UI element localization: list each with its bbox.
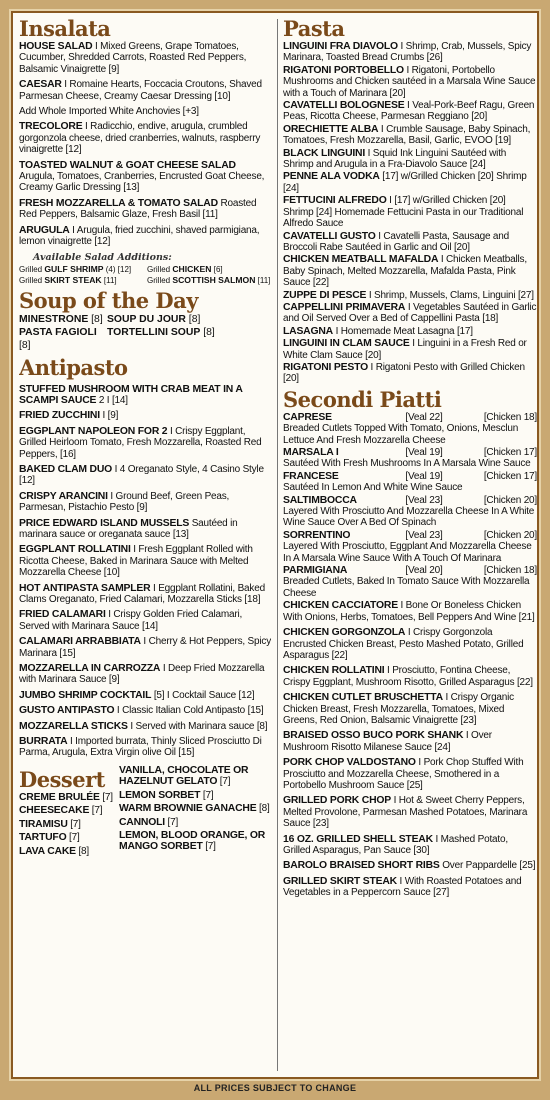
menu-item [283,730,537,753]
secondi-priced-item [283,565,537,599]
dessert-price: [7] [202,841,216,853]
secondi-name: CAPRESE [283,411,332,423]
dessert-price: [7] [99,791,113,803]
secondi-priced-item [283,495,537,529]
item-name: CRISPY ARANCINI [19,490,108,502]
item-description: I Hot & Sweet Cherry Peppers, Melted Provolone, Parmesan Mashed Potatoes, Marinara Sauce [23] [283,795,528,830]
veal-price: [Veal 19] [405,447,443,458]
chicken-price: [Chicken 17] [483,447,537,458]
pasta-list [283,41,537,385]
addition-name: CHICKEN [172,263,212,274]
menu-item [19,690,271,701]
menu-item [19,736,271,759]
dessert-heading: Dessert [19,766,105,792]
pasta-heading: Pasta [283,16,345,41]
item-name: CAVATELLI GUSTO [283,230,376,242]
dessert-item [119,830,271,853]
menu-item [19,198,271,221]
item-description: Over Pappardelle [25] [439,860,536,872]
secondi-price-row [283,471,537,482]
item-description: I Homemade Meat Lasagna [17] [332,325,473,337]
item-description: I Deep Fried Mozzarella with Marinara Sauce [9] [19,663,265,686]
antipasto-heading: Antipasto [19,354,128,380]
dessert-name: CREME BRULÉE [19,791,100,803]
menu-item [283,124,537,147]
menu-item [19,544,271,578]
item-description: Sautéed in marinara sauce or oreganata sauce [13] [19,517,238,540]
item-description: I Veal-Pork-Beef Ragu, Green Peas, Ricotta Cheese, Parmesan Reggiano [20] [283,100,535,123]
secondi-priced-list [283,412,537,600]
dessert-name: LEMON SORBET [119,789,201,801]
dessert-item [19,846,117,857]
addition-price: [11] [255,275,271,285]
item-description: I Classic Italian Cold Antipasto [15] [114,705,264,717]
soup-price: [8] [185,313,201,325]
menu-item [19,225,271,248]
item-name: BAKED CLAM DUO [19,463,113,475]
soup-name: MINESTRONE [19,313,89,325]
soup-name: PASTA FAGIOLI [19,326,97,338]
right-column [283,16,537,903]
menu-item [19,41,271,75]
item-name: HOUSE SALAD [19,41,93,52]
item-name: CHICKEN CACCIATORE [283,600,398,612]
dessert-price: [8] [75,845,89,857]
item-name: PRICE EDWARD ISLAND MUSSELS [19,517,190,529]
addition-price: [6] [211,264,223,274]
salad-additions-list [19,264,271,286]
item-name: PENNE ALA VODKA [283,171,380,183]
item-name: CAPPELLINI PRIMAVERA [283,301,406,313]
item-name: LINGUINI IN CLAM SAUCE [283,338,410,350]
secondi-name: PARMIGIANA [283,565,348,577]
menu-item [283,795,537,829]
secondi-price-row [283,565,537,576]
addition-price: [11] [101,275,117,285]
menu-item [19,384,271,407]
dessert-name: TIRAMISU [19,818,68,830]
dessert-item [19,819,117,830]
menu-item [283,627,537,661]
item-name: RIGATONI PORTOBELLO [283,64,404,76]
item-name: CALAMARI ARRABBIATA [19,636,141,648]
item-description: I [17] w/Grilled Chicken [20] Shrimp [24] Homemade Fettucini Pasta in our Traditional Alfredo Sauce [283,195,524,230]
addition-prefix: Grilled [147,264,173,274]
secondi-description: Sautéed In Lemon And White Wine Sauce [283,482,463,494]
soup-name: TORTELLINI SOUP [107,326,201,338]
item-description: I Bone Or Boneless Chicken With Onions, Herbs, Tomatoes, Bell Peppers And Wine [21] [283,600,535,623]
menu-item [19,491,271,514]
item-name: LINGUINI FRA DIAVOLO [283,41,398,52]
item-name: EGGPLANT NAPOLEON FOR 2 [19,425,168,437]
item-name: BURRATA [19,736,68,748]
item-name: FRIED CALAMARI [19,609,106,621]
item-description: I Eggplant Rollatini, Baked Clams Oreganato, Fried Calamari, Mozzarella Sticks [18] [19,582,265,605]
item-description: I Crispy Organic Chicken Breast, Fresh Mozzarella, Tomatoes, Mixed Greens, Red Onion, Balsamic Vinaigrette [23] [283,692,514,726]
secondi-description: Layered With Prosciutto And Mozzarella Cheese In A White Wine Sauce Over A Bed Of Spinach [283,506,535,529]
menu-item [283,195,537,229]
menu-item [19,721,271,732]
menu-item [19,121,271,155]
secondi-name: FRANCESE [283,470,339,482]
item-name: GUSTO ANTIPASTO [19,705,115,717]
menu-item [19,609,271,632]
item-description: I Imported burrata, Thinly Sliced Prosciutto Di Parma, Arugula, Extra Virgin olive Oil [15] [19,736,262,759]
menu-item [283,600,537,623]
dessert-name: TARTUFO [19,832,67,844]
dessert-price: [7] [67,818,81,830]
dessert-price: [7] [66,832,80,844]
dessert-item [119,765,271,788]
item-name: EGGPLANT ROLLATINI [19,544,131,556]
dessert-price: [7] [200,789,214,801]
addition-name: SCOTTISH SALMON [172,274,256,285]
menu-item [283,290,537,301]
item-name: CHICKEN ROLLATINI [283,665,385,677]
soup-price: [8] [19,339,31,351]
chicken-price: [Chicken 17] [483,470,537,482]
item-description: I Pork Chop Stuffed With Prosciutto and Mozzarella Cheese, Smothered in a Portobello Mushroom Sauce [25] [283,757,524,791]
secondi-description: Breaded Cutlets Topped With Tomato, Onions, Mesclun Lettuce And Fresh Mozzarella Cheese [283,423,519,446]
item-name: STUFFED MUSHROOM WITH CRAB MEAT IN A SCAMPI SAUCE [19,383,243,406]
item-description: I Arugula, fried zucchini, shaved parmigiana, lemon vinaigrette [12] [19,224,260,248]
dessert-price: [7] [217,776,231,788]
salad-addition [19,264,147,275]
menu-item [19,518,271,541]
menu-item [283,362,537,385]
item-name: GRILLED PORK CHOP [283,795,392,807]
item-name: RIGATONI PESTO [283,361,368,373]
soup-heading: Soup of the Day [19,287,198,313]
item-description: I Rigatoni, Portobello Mushrooms and Chicken sautéed in a Marsala Wine Sauce with a Touch of Marinara [20] [283,64,536,99]
menu-item [19,583,271,606]
secondi-priced-item [283,530,537,564]
item-description: Arugula, Tomatoes, Cranberries, Encrusted Goat Cheese, Creamy Garlic Dressing [13] [19,171,265,194]
veal-price: [Veal 23] [405,494,443,506]
item-name: FETTUCINI ALFREDO [283,195,387,207]
soup-price: [8] [200,326,215,338]
addition-price: (4) [12] [103,264,132,274]
secondi-name: MARSALA I [283,447,339,458]
menu-item [19,426,271,460]
item-description: I Ground Beef, Green Peas, Parmesan, Pistachio Pesto [9] [19,490,230,514]
insalata-heading: Insalata [19,16,111,41]
menu-item [283,338,537,361]
item-name: TOASTED WALNUT & GOAT CHEESE SALAD [19,159,236,171]
salad-additions-heading: Available Salad Additions: [33,251,172,263]
addition-name: SKIRT STEAK [44,274,102,285]
item-name: BAROLO BRAISED SHORT RIBS [283,860,440,872]
item-name: JUMBO SHRIMP COCKTAIL [19,689,152,701]
left-column [19,16,271,859]
item-description: I Romaine Hearts, Foccacia Croutons, Shaved Parmesan Cheese, Creamy Caesar Dressing [10] [19,79,262,102]
dessert-list-right [119,763,271,855]
menu-item [283,302,537,325]
secondi-priced-item [283,412,537,446]
dessert-section [19,763,271,859]
menu-item [283,41,537,64]
salad-addition [147,264,271,275]
menu-item [19,160,271,194]
item-name: HOT ANTIPASTA SAMPLER [19,582,151,594]
dessert-item [119,803,271,814]
menu-item [19,705,271,716]
veal-price: [Veal 20] [405,565,443,577]
item-description: I Vegetables Sautéed in Garlic and Oil Served Over a Bed of Cappellini Pasta [18] [283,301,537,325]
dessert-price: [8] [256,803,270,815]
item-description: I Shrimp, Crab, Mussels, Spicy Marinara, Toasted Bread Crumbs [26] [283,41,532,64]
item-name: ARUGULA [19,224,70,236]
menu-item [283,692,537,726]
item-description: I Mashed Potato, Grilled Asparagus, Pan Sauce [30] [283,833,508,856]
item-description: I Crispy Gorgonzola Encrusted Chicken Breast, Pesto Mashed Potato, Grilled Asparagus [22] [283,627,524,661]
item-name: 16 OZ. GRILLED SHELL STEAK [283,833,433,845]
dessert-name: LAVA CAKE [19,845,76,857]
item-description: I Chicken Meatballs, Baby Spinach, Melted Mozzarella, Mafalda Pasta, Pink Sauce [22] [283,254,527,289]
soup-price: [8] [88,313,103,325]
item-name: ZUPPE DI PESCE [283,289,367,301]
item-description: I Served with Marinara sauce [8] [127,720,268,732]
item-description: I Mixed Greens, Grape Tomatoes, Cucumber, Shredded Carrots, Roasted Red Peppers, Balsamic Vinaigrette [9] [19,41,247,75]
soup-name: SOUP DU JOUR [107,313,186,325]
veal-price: [Veal 19] [405,470,443,482]
item-name: FRIED ZUCCHINI [19,410,100,422]
secondi-description: Breaded Cutlets, Baked In Tomato Sauce With Mozzarella Cheese [283,576,530,599]
item-name: CAESAR [19,79,62,91]
item-name: TRECOLORE [19,121,83,133]
soup-item [19,313,107,326]
insalata-list [19,41,271,248]
dessert-name: CHEESECAKE [19,805,90,817]
dessert-item [19,805,117,816]
item-description: I Squid Ink Linguini Sautéed with Shrimp and Arugula in a Fra-Diavolo Sauce [24] [283,147,507,171]
menu-item [283,100,537,123]
secondi-name: SORRENTINO [283,529,351,541]
menu-item [19,106,271,117]
item-description: I Crispy Golden Fried Calamari, Served with Marinara Sauce [14] [19,609,243,632]
secondi-description: Sautéed With Fresh Mushrooms In A Marsala Wine Sauce [283,458,531,470]
menu-item [283,65,537,99]
dessert-item [19,792,117,803]
menu-item [283,254,537,288]
item-name: CHICKEN GORGONZOLA [283,627,406,639]
menu-item [19,79,271,102]
menu-item [283,148,537,171]
dessert-item [19,832,117,843]
menu-panel [11,11,539,1079]
item-description: I With Roasted Potatoes and Vegetables in a Peppercorn Sauce [27] [283,875,522,899]
secondi-price-row [283,495,537,506]
menu-item [283,231,537,254]
menu-item [283,834,537,857]
item-description: I Over Mushroom Risotto Milanese Sauce [24] [283,730,492,753]
secondi-name: SALTIMBOCCA [283,494,357,506]
item-description: I Radicchio, endive, arugula, crumbled gorgonzola cheese, dried cranberries, walnuts, raspberry vinaigrette [12] [19,121,261,156]
menu-item [19,636,271,659]
item-description: Add Whole Imported White Anchovies [+3] [19,106,199,118]
chicken-price: [Chicken 18] [483,565,537,577]
secondi-priced-item [283,471,537,494]
addition-prefix: Grilled [147,275,173,285]
secondi-price-row [283,412,537,423]
item-description: I Cavatelli Pasta, Sausage and Broccoli Rabe Sautéed in Garlic and Oil [20] [283,230,509,253]
column-divider [277,19,278,1071]
item-name: BLACK LINGUINI [283,147,366,159]
addition-name: GULF SHRIMP [44,263,104,274]
veal-price: [Veal 22] [405,411,443,423]
chicken-price: [Chicken 20] [483,529,537,541]
secondi-price-row [283,447,537,458]
antipasto-list [19,384,271,759]
item-description: I Shrimp, Mussels, Clams, Linguini [27] [366,289,534,301]
soup-item [19,326,107,352]
dessert-price: [7] [89,805,103,817]
secondi-description: Layered With Prosciutto, Eggplant And Mozzarella Cheese In A Marsala Wine Sauce With A Touch Of Marinara [283,541,532,564]
dessert-item [119,817,271,828]
veal-price: [Veal 23] [405,529,443,541]
item-name: ORECHIETTE ALBA [283,123,379,135]
item-name: MOZZARELLA IN CARROZZA [19,663,161,675]
secondi-heading: Secondi Piatti [283,386,442,412]
item-description: I Crispy Eggplant, Grilled Heirloom Tomato, Fresh Mozzarella, Roasted Red Peppers, [16] [19,425,262,460]
item-name: BRAISED OSSO BUCO PORK SHANK [283,730,464,742]
addition-prefix: Grilled [19,264,45,274]
item-name: CHICKEN MEATBALL MAFALDA [283,254,439,266]
chicken-price: [Chicken 18] [483,411,537,423]
item-description: [5] I Cocktail Sauce [12] [151,689,255,701]
item-name: FRESH MOZZARELLA & TOMATO SALAD [19,197,218,209]
item-description: I 4 Oreganato Style, 4 Casino Style [12] [19,463,264,487]
item-description: I Rigatoni Pesto with Grilled Chicken [20] [283,361,525,385]
item-description: I Fresh Eggplant Rolled with Ricotta Cheese, Baked in Marinara Sauce with Melted Mozzarella Cheese [10] [19,544,253,579]
menu-item [19,464,271,487]
item-description: I Prosciutto, Fontina Cheese, Crispy Eggplant, Mushroom Risotto, Grilled Asparagus [22] [283,665,533,688]
dessert-price: [7] [164,816,179,828]
soup-list [19,313,271,352]
price-disclaimer: ALL PRICES SUBJECT TO CHANGE [193,1083,357,1093]
menu-item [283,757,537,791]
item-name: MOZZARELLA STICKS [19,720,128,732]
menu-item [283,171,537,194]
item-name: LASAGNA [283,325,333,337]
menu-item [283,876,537,899]
dessert-item [119,790,271,801]
item-description: I Cherry & Hot Peppers, Spicy Marinara [15] [19,636,271,659]
item-description: I [9] [99,410,119,422]
secondi-price-row [283,530,537,541]
chicken-price: [Chicken 20] [483,494,537,506]
menu-item [283,665,537,688]
dessert-list-left [19,792,117,857]
item-name: CHICKEN CUTLET BRUSCHETTA [283,692,443,704]
menu-item [19,410,271,421]
menu-item [19,663,271,686]
item-description: I Linguini in a Fresh Red or White Clam Sauce [20] [283,338,527,361]
item-name: PORK CHOP VALDOSTANO [283,757,416,769]
dessert-name: LEMON, BLOOD ORANGE, OR MANGO SORBET [119,829,266,853]
item-description: I Crumble Sausage, Baby Spinach, Tomatoes, Fresh Mozzarella, Basil, Garlic, EVOO [19] [283,123,531,147]
item-description: 2 I [14] [96,394,128,406]
salad-addition [147,275,271,286]
secondi-priced-item [283,447,537,470]
menu-item [283,326,537,337]
soup-item [107,326,271,352]
dessert-name: VANILLA, CHOCOLATE OR HAZELNUT GELATO [119,764,249,788]
item-name: CAVATELLI BOLOGNESE [283,100,405,112]
salad-addition [19,275,147,286]
item-description: [17] w/Grilled Chicken [20] Shrimp [24] [283,171,527,194]
dessert-name: CANNOLI [119,816,165,828]
soup-item [107,313,271,326]
menu-item [283,860,537,871]
addition-prefix: Grilled [19,275,45,285]
dessert-name: WARM BROWNIE GANACHE [119,803,257,815]
item-name: GRILLED SKIRT STEAK [283,875,397,887]
secondi-list [283,600,537,898]
item-description: Roasted Red Peppers, Balsamic Glaze, Fresh Basil [11] [19,197,257,221]
